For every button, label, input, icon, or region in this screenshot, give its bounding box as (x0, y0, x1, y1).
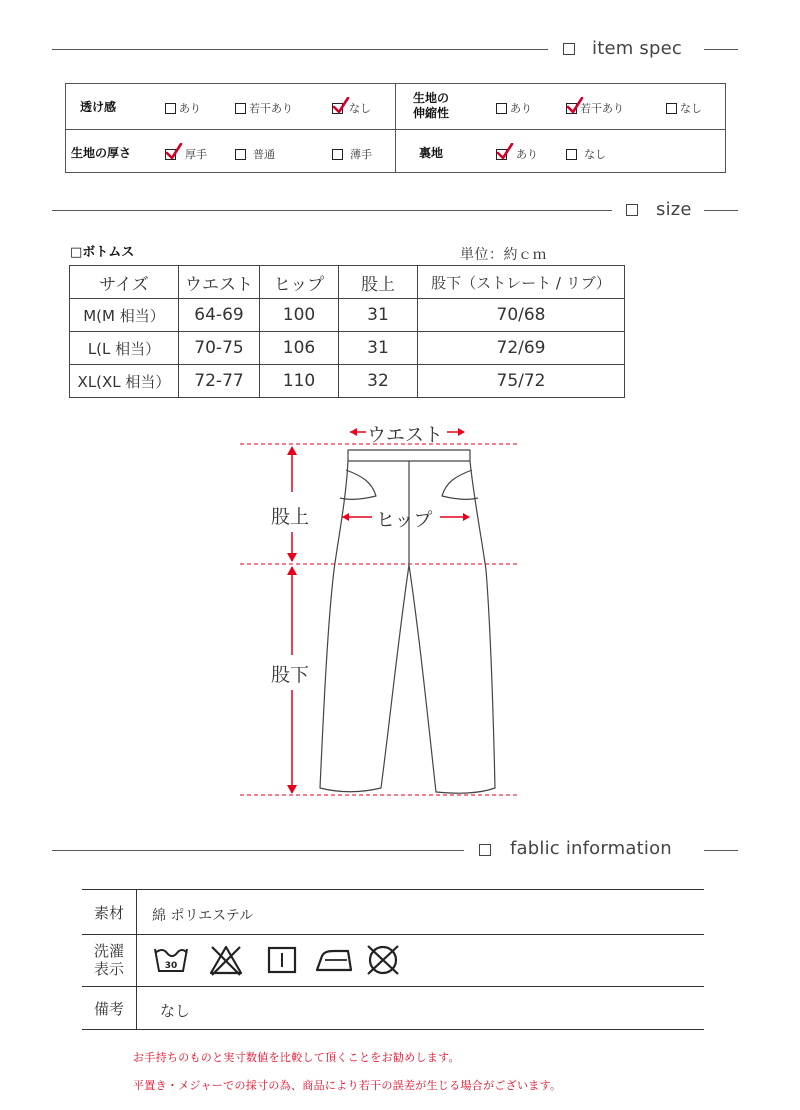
option-transparency-none[interactable]: なし (332, 100, 371, 116)
waist-arrow-left-head-icon (350, 428, 357, 436)
header-cell: サイズ (70, 266, 179, 299)
fabric-notes-value: なし (160, 1002, 191, 1020)
spec-label-thickness: 生地の厚さ (71, 146, 132, 160)
size-table (69, 265, 625, 398)
waist-arrow-right-head-icon (458, 428, 465, 436)
check-mark-icon (566, 97, 584, 115)
iron-low-icon (314, 946, 354, 974)
rise-cell: 31 (339, 299, 418, 332)
size-table-header-row (70, 266, 625, 299)
footnote-compare: お手持ちのものと実寸数値を比較して頂くことをお勧めします。 (133, 1051, 460, 1064)
fabric-table-rule (82, 1029, 704, 1030)
spec-label-lining: 裏地 (419, 146, 444, 160)
spec-col-divider (395, 84, 396, 172)
inseam-cell: 70/68 (418, 299, 625, 332)
table-row (70, 332, 625, 365)
hip-arrow-right-head-icon (463, 513, 470, 521)
table-row (70, 299, 625, 332)
header-cell: ウエスト (179, 266, 260, 299)
hip-cell: 100 (260, 299, 339, 332)
section-rule-left (52, 49, 548, 50)
pants-outline (320, 450, 495, 793)
section-checkbox-icon (479, 844, 491, 856)
size-cell: XL(XL 相当） (70, 365, 179, 398)
hip-cell: 110 (260, 365, 339, 398)
checkbox-icon (566, 149, 577, 160)
fabric-table-divider (136, 889, 137, 1029)
check-mark-icon (332, 97, 350, 115)
section-rule-left (52, 850, 464, 851)
checked-checkbox-icon (496, 149, 507, 160)
check-mark-icon (165, 143, 183, 161)
size-unit: 単位：約ｃｍ (460, 247, 547, 263)
option-transparency-slight[interactable]: 若干あり (235, 100, 293, 116)
footnote-measurement: 平置き・メジャーでの採寸の為、商品により若干の誤差が生じる場合がございます。 (133, 1079, 562, 1092)
option-thickness-thin[interactable]: 薄手 (332, 146, 372, 162)
size-cell: M(M 相当） (70, 299, 179, 332)
inseam-cell: 75/72 (418, 365, 625, 398)
fabric-label-wash: 洗濯 表示 (93, 942, 124, 978)
section-rule-right (704, 850, 738, 851)
section-checkbox-icon (563, 43, 575, 55)
section-rule-left (52, 210, 612, 211)
section-title-item-spec: item spec (592, 38, 682, 59)
svg-text:30: 30 (164, 961, 178, 971)
rise-arrow-top-head-icon (287, 446, 297, 455)
section-title-size: size (656, 199, 692, 220)
rise-cell: 31 (339, 332, 418, 365)
no-bleach-icon (208, 944, 244, 976)
waist-cell: 70-75 (179, 332, 260, 365)
checkbox-icon (235, 103, 246, 114)
checkbox-icon (165, 103, 176, 114)
checkbox-icon (666, 103, 677, 114)
inseam-cell: 72/69 (418, 332, 625, 365)
option-thickness-thick[interactable]: 厚手 (165, 146, 207, 162)
line-dry-icon (267, 946, 297, 974)
checkbox-icon (496, 103, 507, 114)
check-mark-icon (496, 143, 514, 161)
checked-checkbox-icon (566, 103, 577, 114)
header-cell: 股下（ストレート / リブ） (418, 266, 625, 299)
fabric-label-material: 素材 (93, 904, 124, 922)
header-cell: ヒップ (260, 266, 339, 299)
header-cell: 股上 (339, 266, 418, 299)
option-stretch-yes[interactable]: あり (496, 100, 532, 116)
waist-cell: 72-77 (179, 365, 260, 398)
option-lining-yes[interactable]: あり (496, 146, 538, 162)
inseam-arrow-bottom-head-icon (287, 785, 297, 794)
fabric-table-rule (82, 986, 704, 987)
diagram-label-rise: 股上 (271, 506, 310, 528)
waist-cell: 64-69 (179, 299, 260, 332)
checked-checkbox-icon (332, 103, 343, 114)
diagram-label-hip: ヒップ (376, 509, 433, 531)
option-transparency-yes[interactable]: あり (165, 100, 201, 116)
section-rule-right (704, 210, 738, 211)
inseam-arrow-top-head-icon (287, 566, 297, 575)
checkbox-icon (332, 149, 343, 160)
hip-cell: 106 (260, 332, 339, 365)
fabric-table-rule (82, 889, 704, 890)
checkbox-icon (235, 149, 246, 160)
section-checkbox-icon (626, 204, 638, 216)
option-thickness-normal[interactable]: 普通 (235, 146, 275, 162)
option-lining-no[interactable]: なし (566, 146, 606, 162)
section-title-fabric: fablic information (510, 838, 672, 859)
spec-label-transparency: 透け感 (80, 100, 117, 114)
spec-table (65, 83, 726, 173)
spec-label-stretch: 生地の 伸縮性 (413, 91, 450, 120)
option-stretch-slight[interactable]: 若干あり (566, 100, 624, 116)
fabric-table-rule (82, 934, 704, 935)
diagram-label-waist: ウエスト (367, 424, 444, 446)
rise-arrow-bottom-head-icon (287, 553, 297, 562)
section-rule-right (704, 49, 738, 50)
hip-arrow-left-head-icon (342, 513, 349, 521)
size-table-title: □ボトムス (70, 245, 135, 260)
size-cell: L(L 相当） (70, 332, 179, 365)
checked-checkbox-icon (165, 149, 176, 160)
table-row (70, 365, 625, 398)
rise-cell: 32 (339, 365, 418, 398)
fabric-label-notes: 備考 (93, 1000, 124, 1018)
fabric-material-value: 綿 ポリエステル (152, 908, 254, 924)
option-stretch-none[interactable]: なし (666, 100, 702, 116)
wash-30-icon (153, 945, 189, 975)
no-tumble-dry-icon (364, 943, 402, 977)
diagram-label-inseam: 股下 (271, 664, 310, 686)
pants-measurement-diagram (0, 410, 800, 810)
